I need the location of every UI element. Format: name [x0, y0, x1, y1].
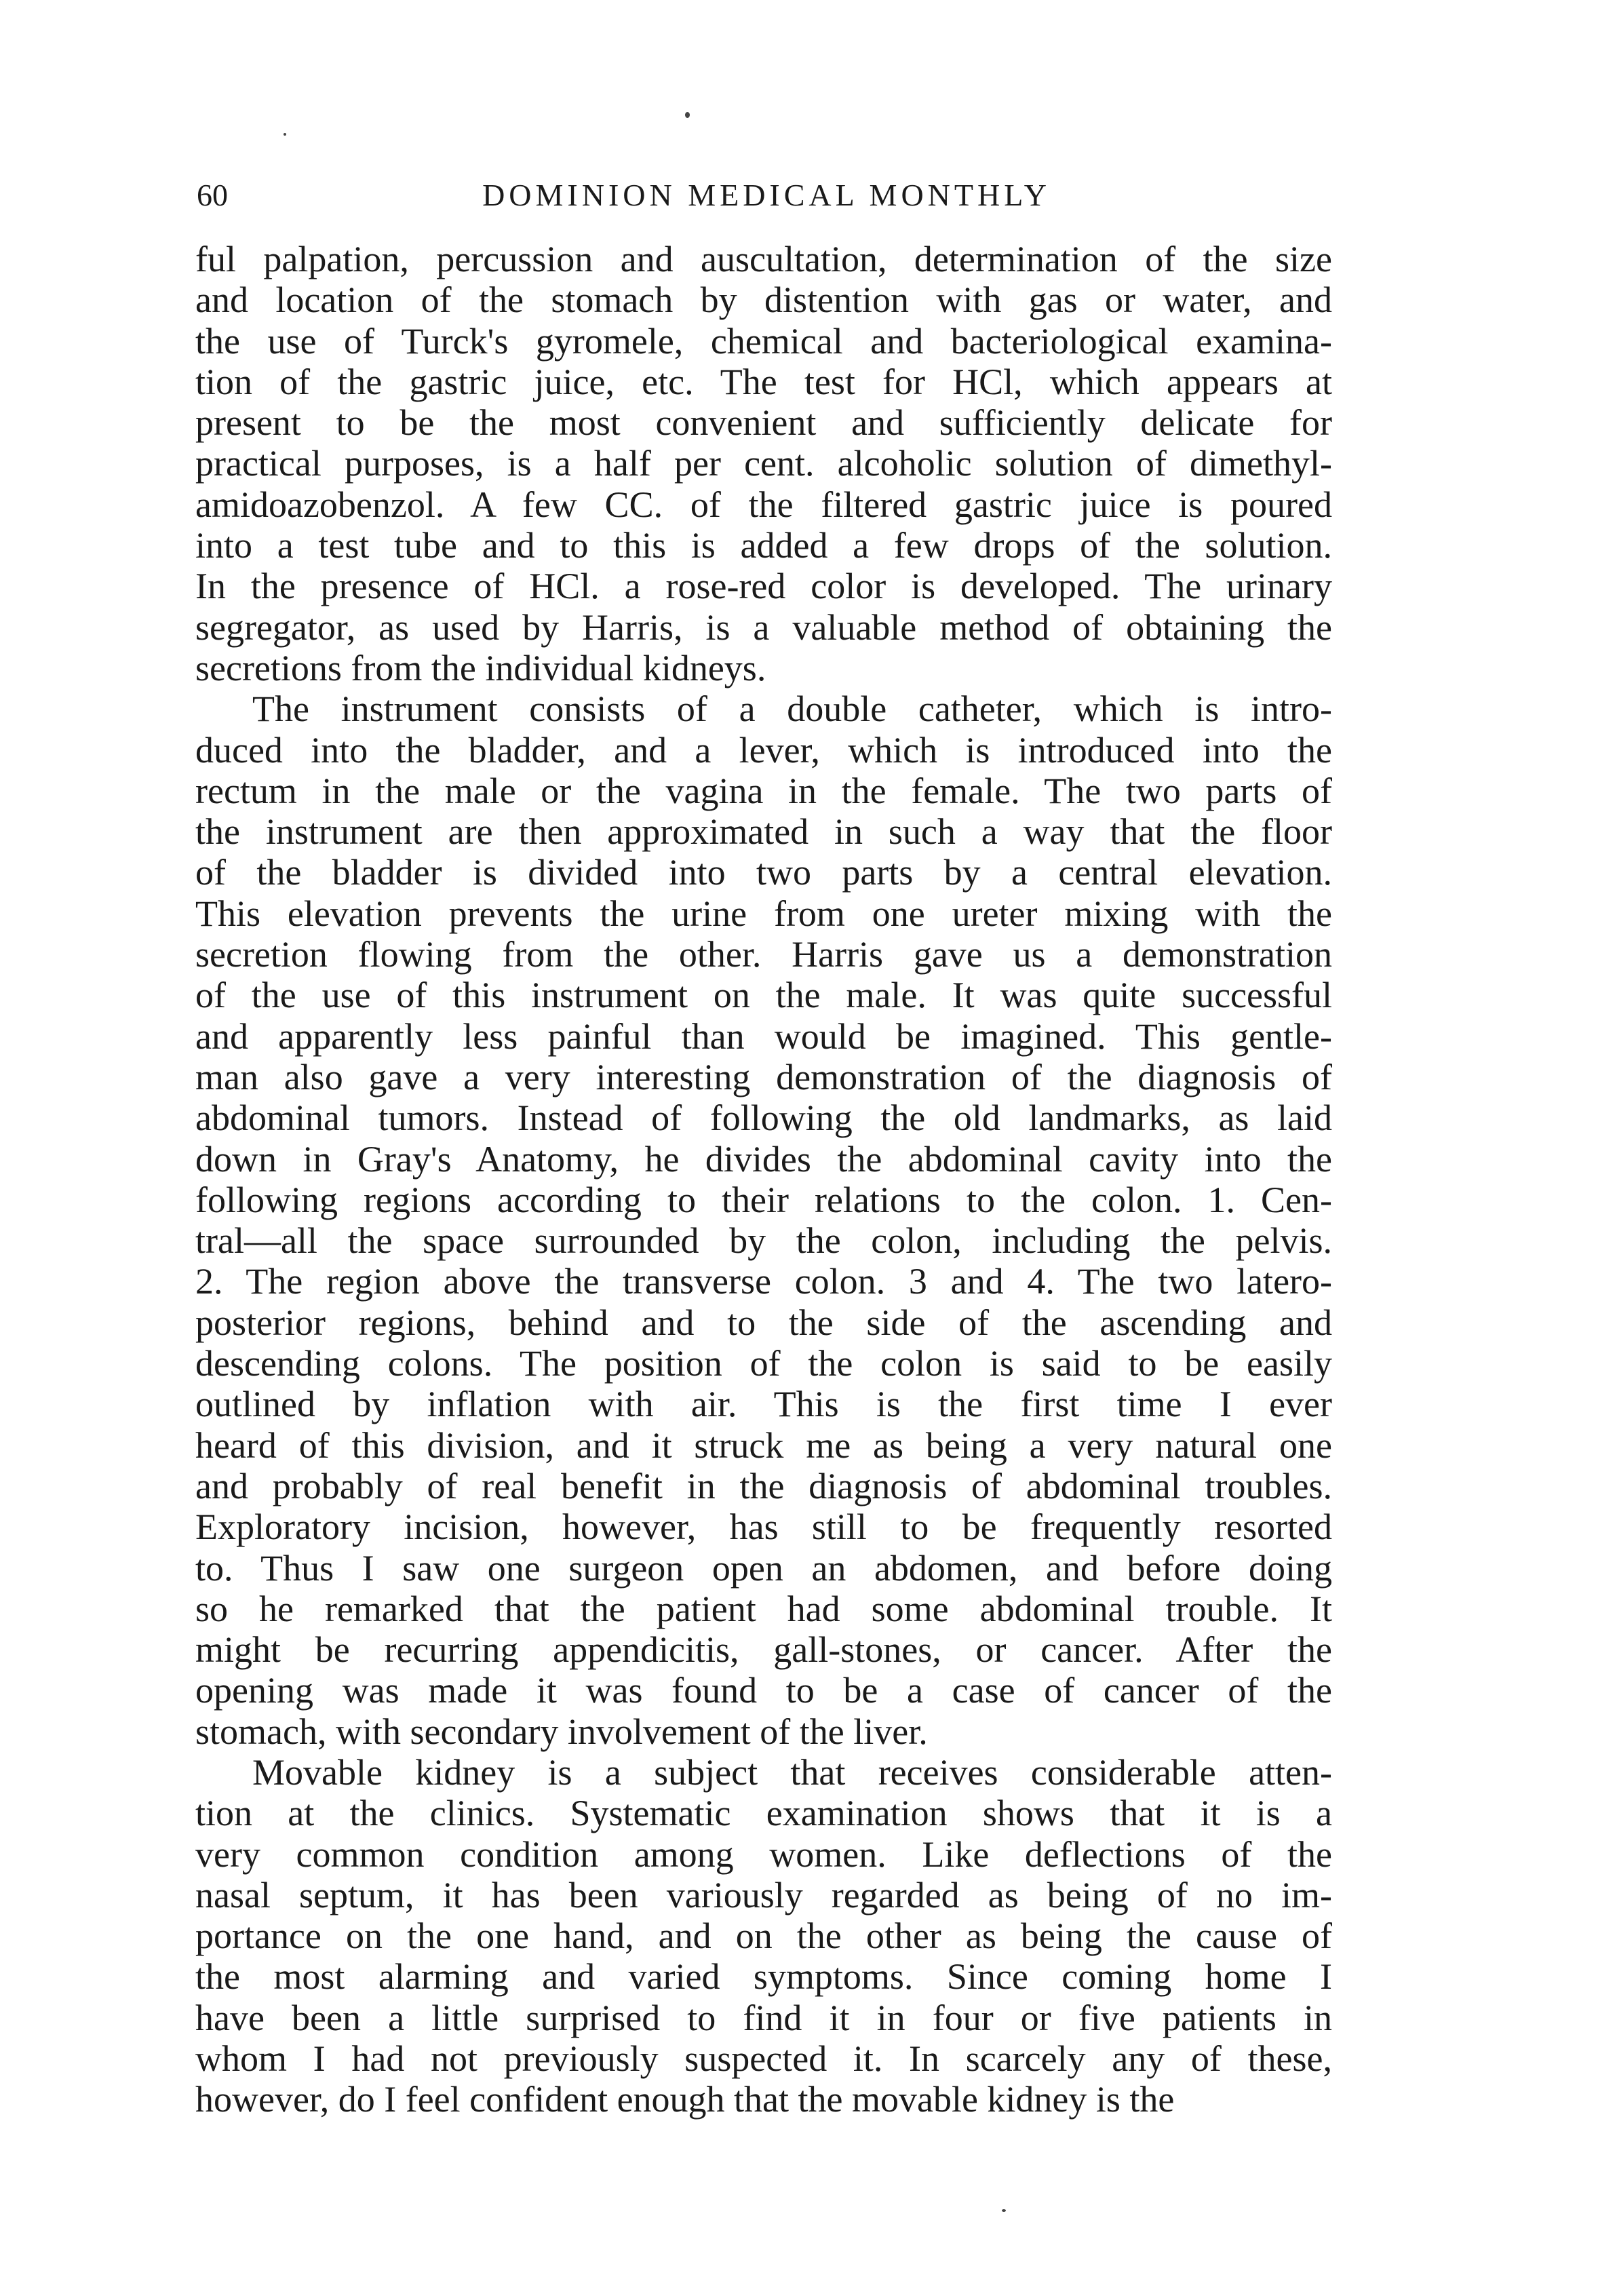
text-line: In the presence of HCl. a rose-red color is developed. The urinary	[195, 566, 1332, 607]
page-header	[197, 175, 1336, 222]
running-head: DOMINION MEDICAL MONTHLY	[482, 178, 1051, 212]
text-line: secretions from the individual kidneys.	[195, 647, 766, 688]
text-line: ful palpation, percussion and auscultation, determination of the size	[195, 239, 1332, 279]
text-line: might be recurring appendicitis, gall-stones, or cancer. After the	[195, 1629, 1332, 1671]
text-line: heard of this division, and it struck me as being a very natural one	[195, 1424, 1332, 1466]
text-line: very common condition among women. Like deflections of the	[195, 1833, 1332, 1875]
scan-speck	[1002, 2209, 1006, 2212]
text-line: of the bladder is divided into two parts by a central elevation.	[195, 852, 1332, 893]
text-line: nasal septum, it has been variously regarded as being of no im-	[195, 1874, 1332, 1915]
text-line: to. Thus I saw one surgeon open an abdomen, and before doing	[195, 1547, 1332, 1589]
text-line: portance on the one hand, and on the other as being the cause of	[195, 1915, 1332, 1957]
text-line: the instrument are then approximated in such a way that the floor	[195, 811, 1332, 853]
text-line: abdominal tumors. Instead of following the old landmarks, as laid	[195, 1097, 1332, 1139]
text-line: tral—all the space surrounded by the colon, including the pelvis.	[195, 1220, 1332, 1262]
text-line: outlined by inflation with air. This is the first time I ever	[195, 1384, 1332, 1425]
text-line: segregator, as used by Harris, is a valuable method of obtaining the	[195, 606, 1332, 648]
body-text	[195, 239, 1332, 2120]
text-line: so he remarked that the patient had some abdominal trouble. It	[195, 1588, 1332, 1629]
text-line: opening was made it was found to be a case of cancer of the	[195, 1670, 1332, 1711]
text-line: stomach, with secondary involvement of the liver.	[195, 1711, 928, 1752]
text-line: the most alarming and varied symptoms. Since coming home I	[195, 1956, 1332, 1998]
text-line: The instrument consists of a double catheter, which is intro-	[252, 688, 1332, 730]
text-line: the use of Turck's gyromele, chemical and bacteriological examina-	[195, 320, 1332, 362]
text-line: however, do I feel confident enough that the movable kidney is the	[195, 2079, 1175, 2120]
text-line: practical purposes, is a half per cent. alcoholic solution of dimethyl-	[195, 443, 1332, 484]
text-line: down in Gray's Anatomy, he divides the abdominal cavity into the	[195, 1138, 1332, 1180]
text-line: and apparently less painful than would be imagined. This gentle-	[195, 1015, 1332, 1057]
scan-speck	[284, 133, 286, 136]
text-line: rectum in the male or the vagina in the female. The two parts of	[195, 770, 1332, 811]
paragraph	[195, 688, 1332, 1752]
page-number: 60	[197, 178, 228, 212]
paragraph	[195, 1752, 1332, 2120]
text-line: and probably of real benefit in the diagnosis of abdominal troubles.	[195, 1465, 1332, 1506]
text-line: have been a little surprised to find it in four or five patients in	[195, 1997, 1332, 2038]
text-line: duced into the bladder, and a lever, which is introduced into the	[195, 729, 1332, 771]
text-line: man also gave a very interesting demonstration of the diagnosis of	[195, 1056, 1332, 1097]
text-line: tion of the gastric juice, etc. The test for HCl, which appears at	[195, 361, 1332, 402]
text-line: Movable kidney is a subject that receives considerable atten-	[252, 1751, 1332, 1793]
text-line: secretion flowing from the other. Harris gave us a demonstration	[195, 934, 1332, 975]
text-line: present to be the most convenient and sufficiently delicate for	[195, 402, 1332, 444]
text-line: following regions according to their relations to the colon. 1. Cen-	[195, 1179, 1332, 1220]
paragraph	[195, 239, 1332, 688]
text-line: descending colons. The position of the colon is said to be easily	[195, 1343, 1332, 1384]
text-line: Exploratory incision, however, has still to be frequently resorted	[195, 1506, 1332, 1548]
text-line: amidoazobenzol. A few CC. of the filtered gastric juice is poured	[195, 484, 1332, 525]
text-line: tion at the clinics. Systematic examination shows that it is a	[195, 1793, 1332, 1834]
text-line: of the use of this instrument on the male. It was quite successful	[195, 975, 1332, 1016]
scan-speck	[685, 112, 690, 118]
text-line: 2. The region above the transverse colon. 3 and 4. The two latero-	[195, 1261, 1332, 1302]
text-line: into a test tube and to this is added a few drops of the solution.	[195, 525, 1332, 566]
text-line: posterior regions, behind and to the side of the ascending and	[195, 1302, 1332, 1343]
text-line: whom I had not previously suspected it. In scarcely any of these,	[195, 2038, 1332, 2080]
text-line: This elevation prevents the urine from one ureter mixing with the	[195, 893, 1332, 934]
text-line: and location of the stomach by distention with gas or water, and	[195, 279, 1332, 321]
